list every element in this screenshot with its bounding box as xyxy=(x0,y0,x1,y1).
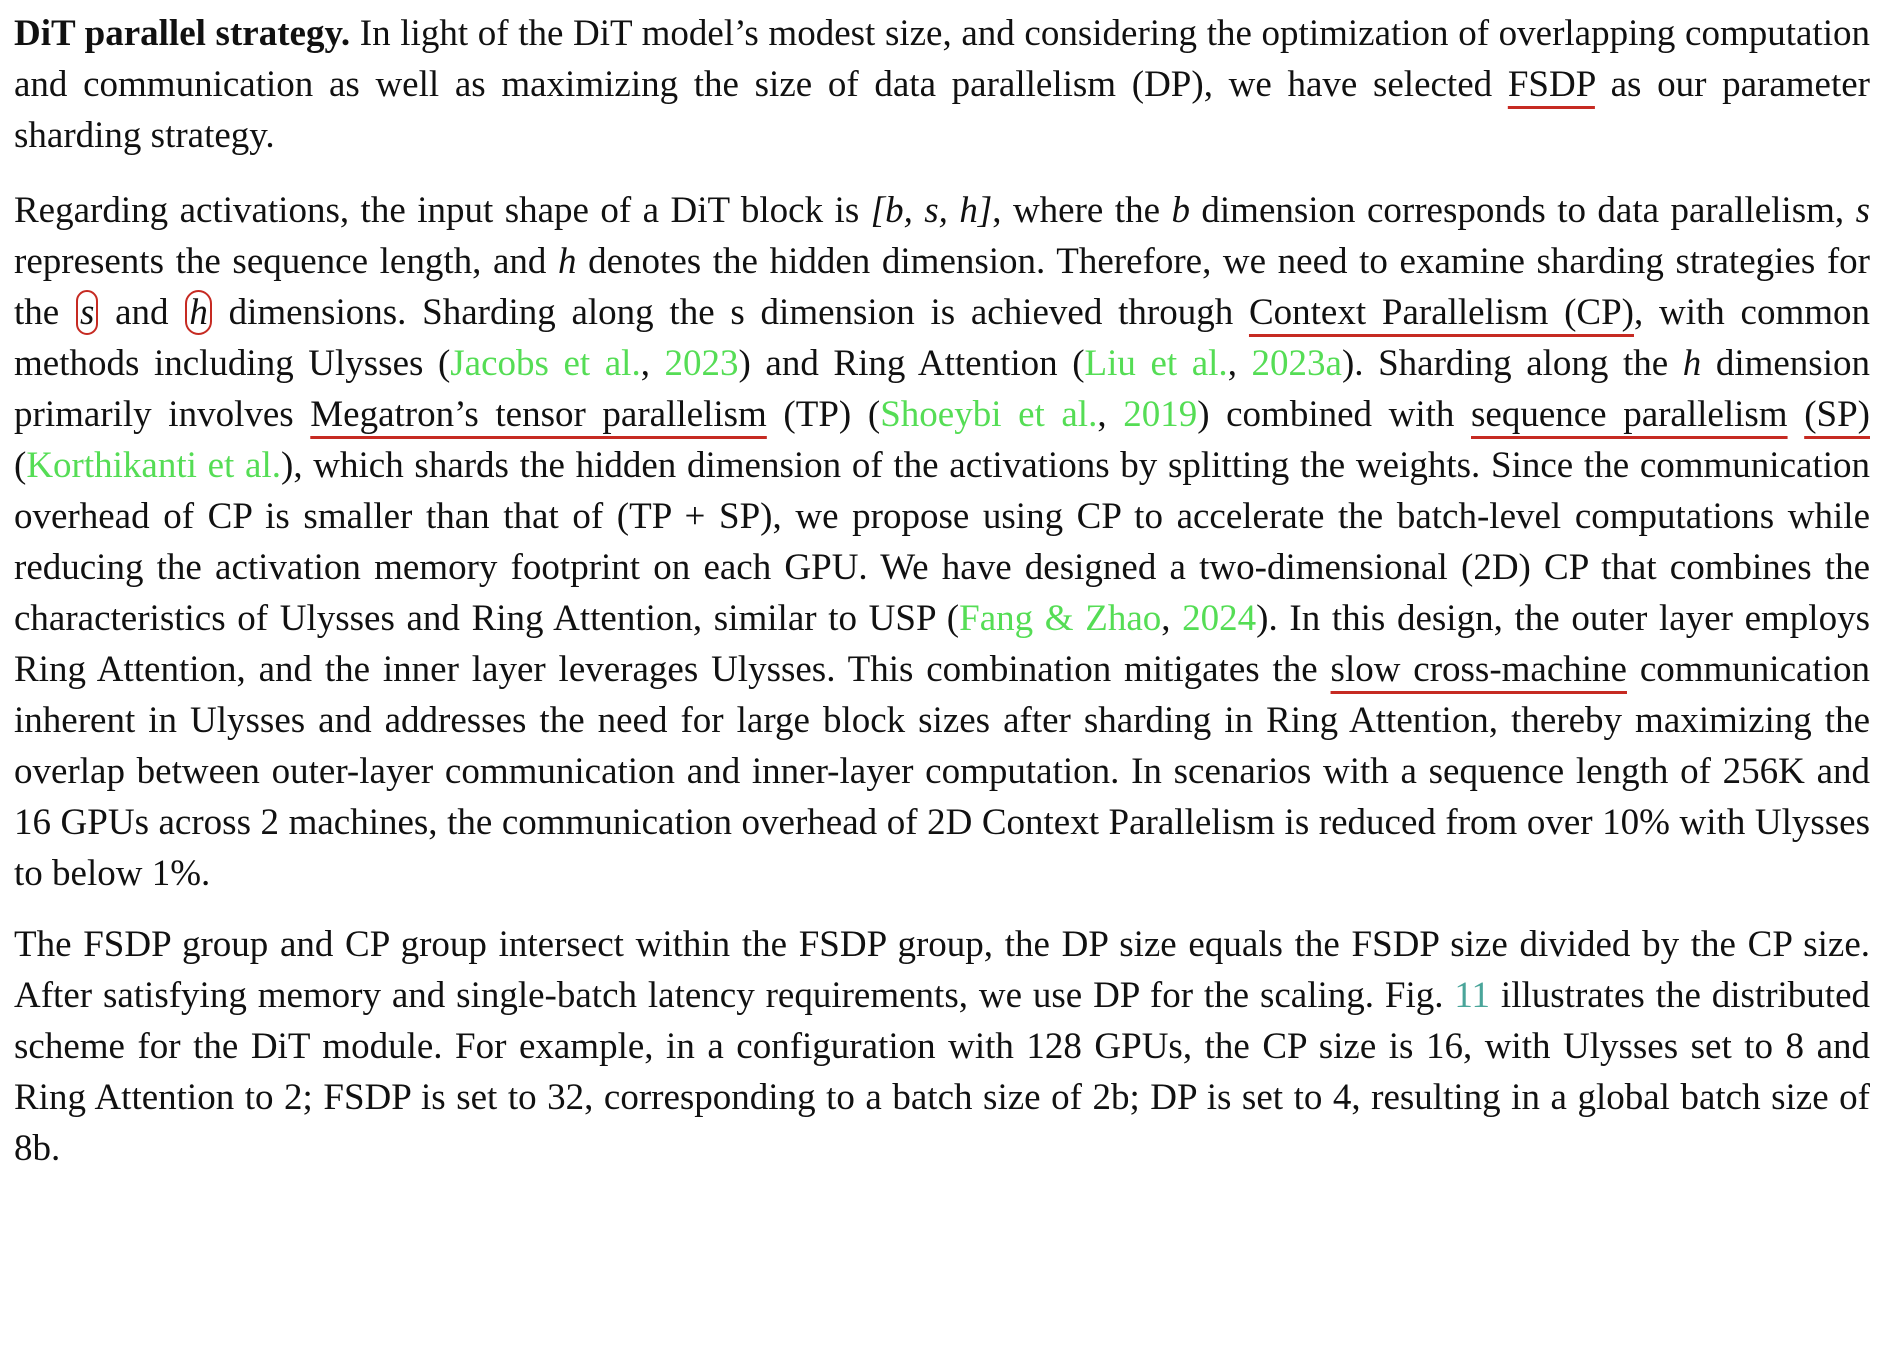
text-run: , xyxy=(1227,343,1252,384)
citation-year-2019[interactable]: 2019 xyxy=(1123,394,1198,435)
text-run: represents the sequence length, and xyxy=(14,241,558,282)
math-input-shape: [b, s, h] xyxy=(870,190,993,231)
math-b: b xyxy=(1171,190,1190,231)
annotation-underline-sequence-parallelism: sequence parallelism xyxy=(1471,394,1788,435)
text-run: ) and Ring Attention ( xyxy=(738,343,1085,384)
math-s: s xyxy=(1855,190,1870,231)
paragraph-fsdp-cp-groups xyxy=(14,919,1870,1174)
text-run: ( xyxy=(14,445,27,486)
citation-jacobs-et-al[interactable]: Jacobs et al. xyxy=(450,343,641,384)
text-run: , xyxy=(1097,394,1124,435)
text-run: as our parameter sharding strategy. xyxy=(14,64,1870,156)
figure-reference-11[interactable]: 11 xyxy=(1454,975,1491,1016)
text-run: ). Sharding along the xyxy=(1341,343,1683,384)
annotation-underline-megatron: Megatron’s tensor parallelism xyxy=(310,394,767,435)
text-run: dimensions. Sharding along the s dimension is achieved through xyxy=(212,292,1249,333)
text-run: illustrates the distributed scheme for the DiT module. For example, in a configuration with 128 GPUs, the CP size is 16, with Ulysses set to 8 and Ring Attention to 2; FSDP is set to 32, corresponding to a batch size of 2b; DP is set to 4, resulting in a global batch size of 8b. xyxy=(14,975,1871,1169)
text-run: ), which shards the hidden dimension of the activations by splitting the weights. Since the communication overhead of CP is smaller than that of (TP + SP), we propose using CP to accelerate the batch-level computations while reducing the activation memory footprint on each GPU. We have designed a two-dimensional (2D) CP that combines the characteristics of Ulysses and Ring Attention, similar to USP ( xyxy=(14,445,1870,639)
citation-year-2024[interactable]: 2024 xyxy=(1182,598,1257,639)
citation-korthikanti-et-al[interactable]: Korthikanti et al. xyxy=(26,445,281,486)
text-run: Regarding activations, the input shape of a DiT block is xyxy=(14,190,871,231)
text-run: (TP) ( xyxy=(766,394,881,435)
paragraph-dit-parallel-strategy xyxy=(14,8,1870,161)
math-h: h xyxy=(558,241,577,282)
text-run: The FSDP group and CP group intersect within the FSDP group, the DP size equals the FSDP size divided by the CP size. After satisfying memory and single-batch latency requirements, we use DP for the scaling. Fig. xyxy=(14,924,1870,1016)
citation-shoeybi-et-al[interactable]: Shoeybi et al. xyxy=(880,394,1098,435)
text-run: ) combined with xyxy=(1197,394,1471,435)
citation-liu-et-al[interactable]: Liu et al. xyxy=(1084,343,1228,384)
text-run: communication inherent in Ulysses and addresses the need for large block sizes after sharding in Ring Attention, thereby maximizing the overlap between outer-layer communication and inner-layer computation. In scenarios with a sequence length of 256K and 16 GPUs across 2 machines, the communication overhead of 2D Context Parallelism is reduced from over 10% with Ulysses to below 1%. xyxy=(14,649,1870,894)
citation-year-2023[interactable]: 2023 xyxy=(664,343,739,384)
text-run: dimension primarily involves xyxy=(14,343,1870,435)
text-run: , with common methods including Ulysses ( xyxy=(14,292,1871,384)
annotation-underline-fsdp: FSDP xyxy=(1507,64,1595,105)
text-run: denotes the hidden dimension. Therefore, we need to examine sharding strategies for the xyxy=(14,241,1870,333)
text-run: , where the xyxy=(992,190,1172,231)
text-run: , xyxy=(640,343,665,384)
text-run: In light of the DiT model’s modest size, and considering the optimization of overlapping computation and communication as well as maximizing the size of data parallelism (DP), we have selected xyxy=(14,13,1870,105)
text-run xyxy=(1788,394,1805,435)
citation-year-2023a[interactable]: 2023a xyxy=(1251,343,1342,384)
citation-fang-zhao[interactable]: Fang & Zhao xyxy=(959,598,1162,639)
annotation-underline-sp: (SP) xyxy=(1804,394,1870,435)
annotation-circle-s: s xyxy=(76,290,98,335)
paragraph-lead-heading: DiT parallel strategy. xyxy=(14,13,351,54)
annotation-underline-slow-cross-machine: slow cross-machine xyxy=(1330,649,1627,690)
text-run: , xyxy=(1161,598,1183,639)
text-run: ). In this design, the outer layer employs Ring Attention, and the inner layer leverages Ulysses. This combination mitigates the xyxy=(14,598,1870,690)
math-h: h xyxy=(1682,343,1702,384)
text-run: and xyxy=(99,292,185,333)
annotation-circle-h: h xyxy=(185,290,212,335)
text-run: dimension corresponds to data parallelism, xyxy=(1189,190,1856,231)
annotation-underline-context-parallelism: Context Parallelism (CP) xyxy=(1248,292,1634,333)
paper-page xyxy=(14,0,1870,1174)
paragraph-activations xyxy=(14,185,1870,899)
